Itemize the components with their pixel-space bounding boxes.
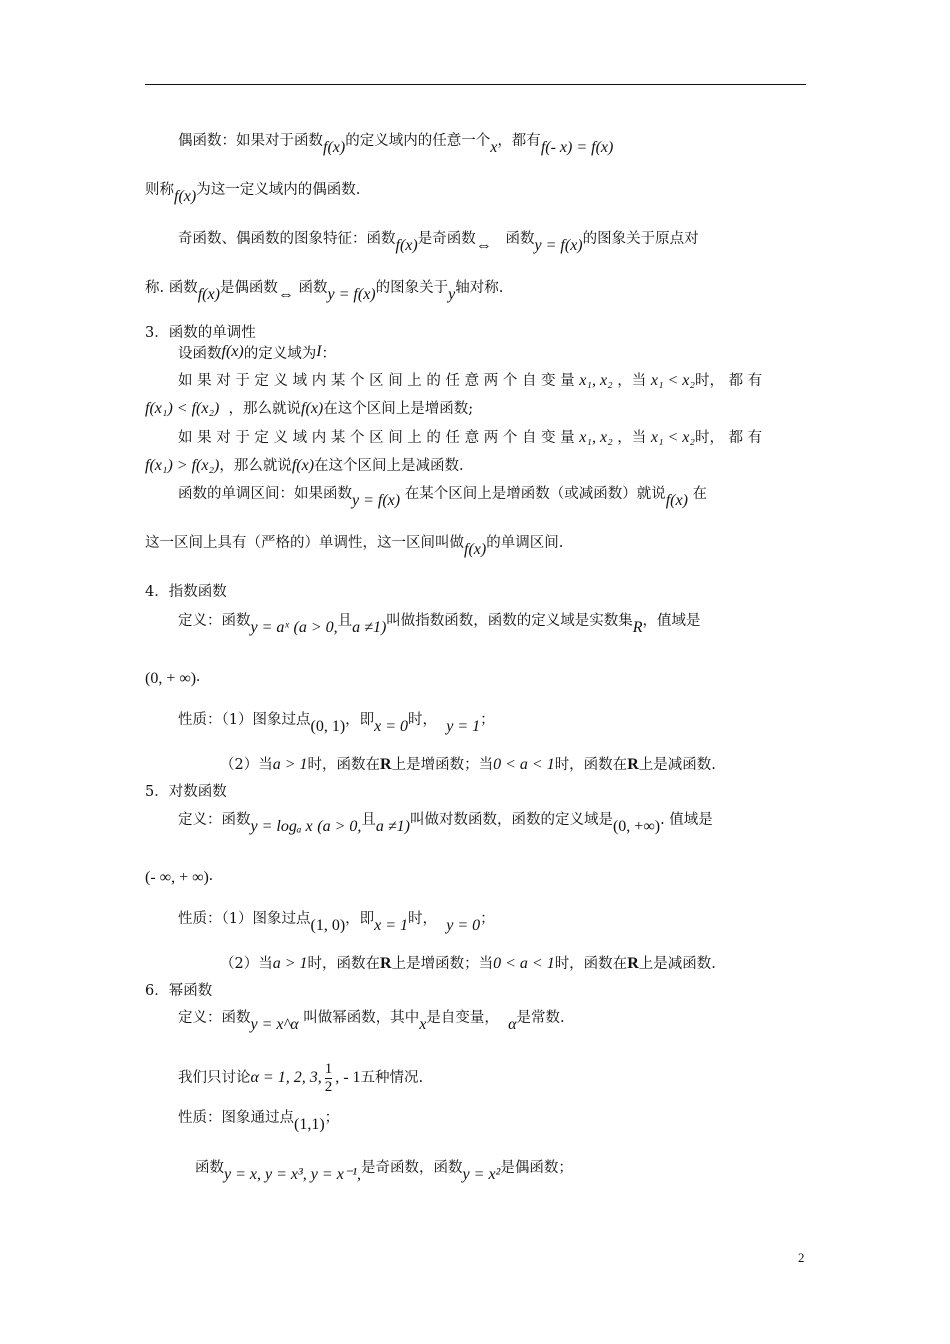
log-range-line: (- ∞, + ∞). [145, 867, 213, 886]
exp-prop-1: 性质：（1）图象过点(0, 1)，即x = 0时， y = 1； [178, 712, 495, 735]
power-parity-line: 函数y = x, y = x³, y = x⁻¹,是奇函数，函数y = x²是偶函数； [195, 1160, 573, 1183]
symmetry-line-2: 称. 函数f(x)是偶函数⇔ 函数y = f(x)的图象关于y轴对称. [145, 280, 504, 303]
power-def-line: 定义：函数y = x^α 叫做幂函数，其中x是自变量， α是常数. [178, 1010, 565, 1033]
fraction-one-half: $\frac{1}{2}$ [324, 1060, 333, 1095]
exp-prop-2: （2）当a > 1时，函数在R上是增函数；当0 < a < 1时，函数在R上是减函数. [220, 756, 716, 773]
interval-line-2: 这一区间上具有（严格的）单调性，这一区间叫做f(x)的单调区间. [145, 535, 564, 558]
formula: f(x) [323, 139, 346, 156]
increasing-line-1: 如 果 对 于 定 义 域 内 某 个 区 间 上 的 任 意 两 个 自 变 量 x₁, x₂ ，当 x₁ < x₂时， 都 有 [178, 372, 763, 389]
section-heading-5: 5．对数函数 [145, 784, 227, 800]
page-number: 2 [798, 1250, 805, 1265]
header-rule [145, 84, 806, 85]
section-heading-4: 4．指数函数 [145, 584, 227, 600]
section-heading-3: 3．函数的单调性 [145, 325, 256, 341]
decreasing-line-2: f(x₁) > f(x₂)，那么就说f(x)在这个区间上是减函数. [145, 457, 464, 474]
even-def-line-2: 则称f(x)为这一定义域内的偶函数. [145, 182, 361, 205]
log-prop-1: 性质：（1）图象过点(1, 0)，即x = 1时， y = 0； [178, 911, 495, 934]
iff-symbol: ⇔ [277, 286, 294, 303]
log-def-line: 定义：函数y = logₐ x (a > 0,且a ≠1)叫做对数函数，函数的定义域是(0, +∞). 值域是 [178, 812, 713, 835]
section-heading-6: 6．幂函数 [145, 983, 213, 999]
even-def-line: 偶函数：如果对于函数f(x)的定义域内的任意一个x，都有f(- x) = f(x) [178, 133, 614, 156]
formula: f(- x) = f(x) [540, 139, 614, 156]
interval-line-1: 函数的单调区间：如果函数y = f(x) 在某个区间上是增函数（或减函数）就说f(x) 在 [178, 486, 708, 509]
exp-def-line: 定义：函数y = aˣ (a > 0,且a ≠1)叫做指数函数，函数的定义域是实数集R，值域是 [178, 613, 701, 636]
power-prop-line: 性质：图象通过点(1,1)； [178, 1110, 340, 1133]
symmetry-line-1: 奇函数、偶函数的图象特征：函数f(x)是奇函数⇔ 函数y = f(x)的图象关于原点对 [178, 231, 699, 254]
log-prop-2: （2）当a > 1时，函数在R上是增函数；当0 < a < 1时，函数在R上是减函数. [220, 955, 716, 972]
power-discuss-line: 我们只讨论α = 1, 2, 3, $\frac{1}{2}$ , - 1五种情况. [178, 1060, 424, 1095]
decreasing-line-1: 如 果 对 于 定 义 域 内 某 个 区 间 上 的 任 意 两 个 自 变 量 x₁, x₂ ，当 x₁ < x₂时， 都 有 [178, 429, 763, 446]
exp-range-line: (0, + ∞). [145, 668, 201, 687]
increasing-line-2: f(x₁) < f(x₂) ，那么就说f(x)在这个区间上是增函数; [145, 400, 474, 417]
iff-symbol: ⇔ [475, 237, 492, 254]
domain-line: 设函数f(x)的定义域为I： [178, 343, 337, 362]
